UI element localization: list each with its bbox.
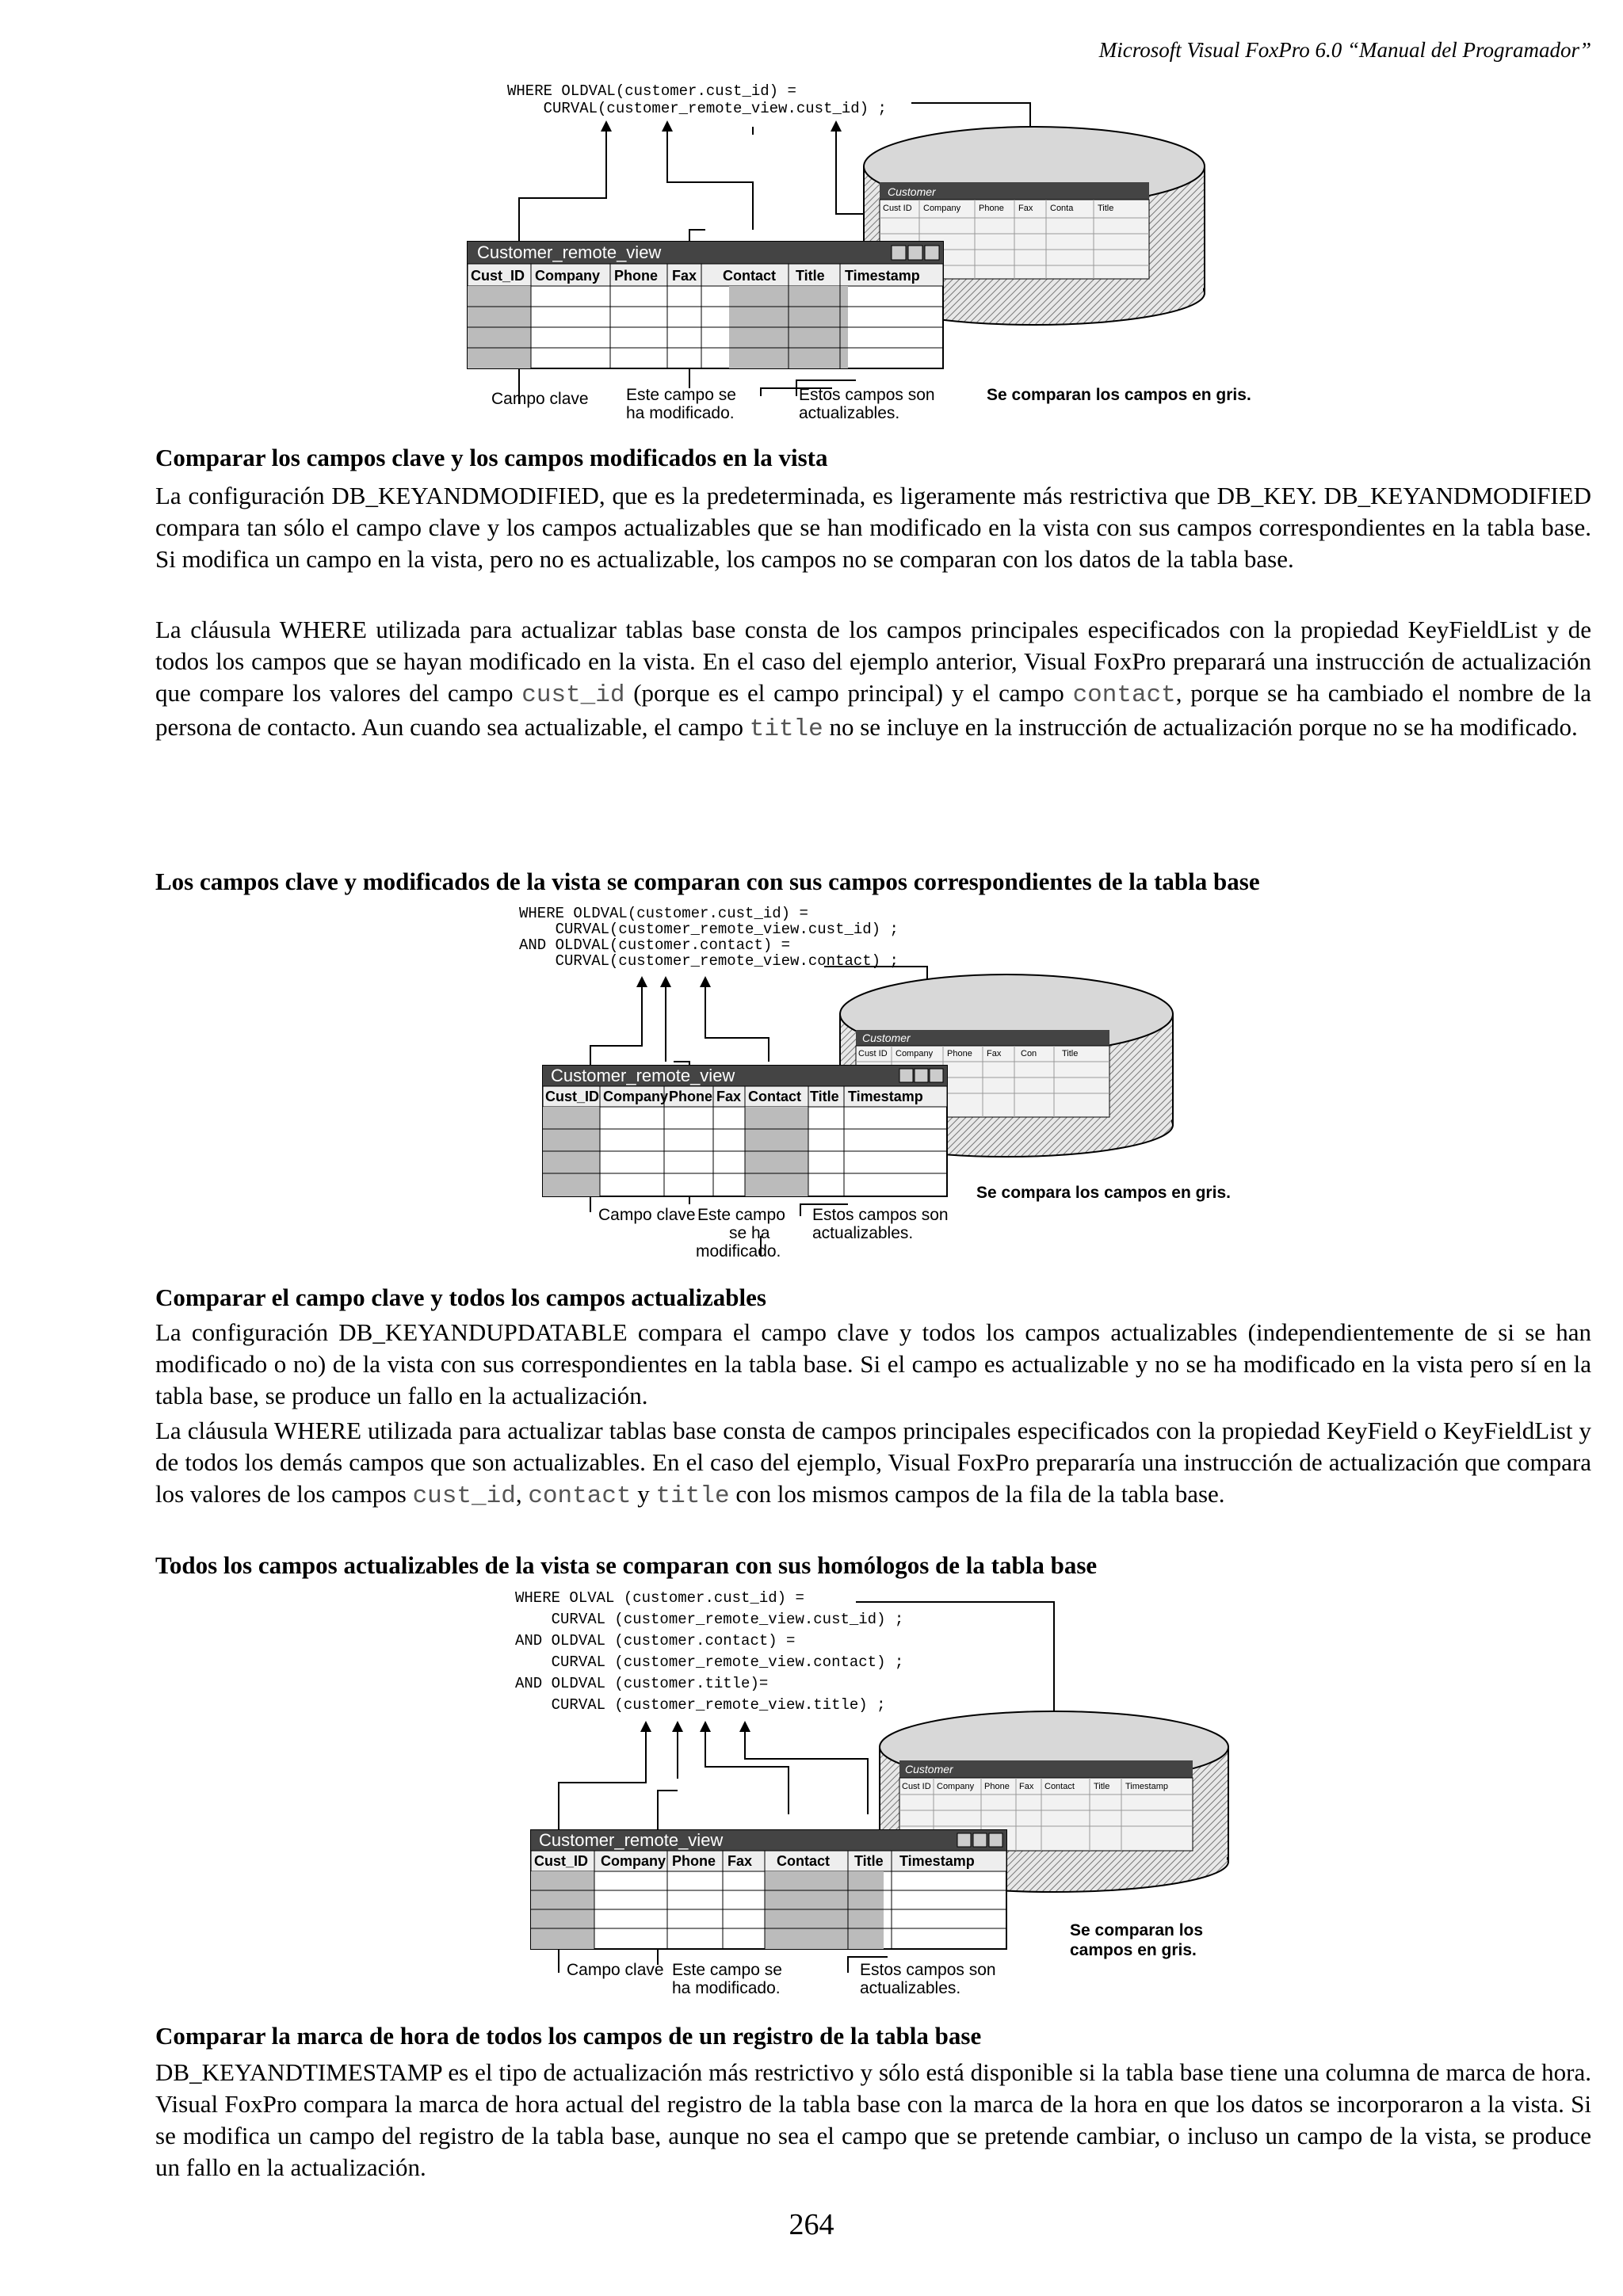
code-line-3: AND OLDVAL(customer.contact) = <box>519 936 791 954</box>
db-col-3: Phone <box>947 1049 972 1058</box>
text-run: (porque es el campo principal) y el campo <box>624 679 1073 707</box>
col-cust-id: Cust_ID <box>545 1089 600 1104</box>
code-title: title <box>749 715 823 743</box>
customer-remote-view-window <box>468 242 943 368</box>
minimize-icon <box>957 1833 971 1847</box>
code-cust-id: cust_id <box>521 681 625 709</box>
db-col-6: Title <box>1098 204 1114 213</box>
customer-remote-view-window <box>543 1066 947 1196</box>
customer-remote-view-window <box>531 1830 1006 1949</box>
col-fax: Fax <box>672 268 697 284</box>
label-updatable-2: actualizables. <box>812 1224 914 1242</box>
window-title: Customer_remote_view <box>539 1830 724 1850</box>
code-contact: contact <box>1072 681 1176 709</box>
running-header: Microsoft Visual FoxPro 6.0 “Manual del Programador” <box>1098 38 1591 62</box>
page-number: 264 <box>789 2208 834 2241</box>
label-modified-1: Este campo se <box>672 1961 782 1979</box>
label-updatable-1: Estos campos son <box>799 386 935 404</box>
section-2-heading: Comparar el campo clave y todos los campos actualizables <box>155 1283 766 1311</box>
label-updatable-2: actualizables. <box>799 404 900 420</box>
maximize-icon <box>915 1069 928 1082</box>
label-updatable-2: actualizables. <box>860 1979 961 1997</box>
text-run: , porque se ha cambiado el nombre de la persona de contacto. Aun cuando sea actualizable, el campo <box>155 679 1591 741</box>
label-updatable-1: Estos campos son <box>812 1206 949 1224</box>
text-run: La cláusula WHERE utilizada para actualizar tablas base consta de los campos principales especificados con la propiedad KeyFieldList y de todos los campos que se hayan modificado en la vista. En el caso del ejemplo anterior, Visual FoxPro preparará una instrucción de actualización que compare los valores del campo <box>155 616 1591 707</box>
close-icon <box>989 1833 1002 1847</box>
label-key-field: Campo clave <box>491 390 589 408</box>
db-col-3: Phone <box>979 204 1004 213</box>
db-col-6: Title <box>1062 1049 1079 1058</box>
note-gray-fields: Se compara los campos en gris. <box>976 1184 1231 1202</box>
label-modified-2: ha modificado. <box>626 404 735 420</box>
maximize-icon <box>908 246 922 260</box>
label-key-field: Campo clave <box>567 1961 664 1979</box>
note-gray-fields-1: Se comparan los <box>1070 1921 1204 1939</box>
maximize-icon <box>973 1833 987 1847</box>
section-2-paragraph-2 <box>155 1415 1591 1512</box>
code-line-2: CURVAL(customer_remote_view.cust_id) ; <box>519 921 899 938</box>
db-col-5: Con <box>1021 1049 1037 1058</box>
col-phone: Phone <box>614 268 659 284</box>
code-line-2: CURVAL(customer_remote_view.cust_id) ; <box>507 100 887 117</box>
label-modified-3: modificado. <box>696 1242 781 1261</box>
db-col-5: Conta <box>1050 204 1074 213</box>
label-modified-1: Este campo <box>697 1206 785 1224</box>
close-icon <box>925 246 939 260</box>
code-line-2: CURVAL (customer_remote_view.cust_id) ; <box>515 1611 904 1628</box>
code-line-1: WHERE OLDVAL(customer.cust_id) = <box>519 905 808 922</box>
db-col-6: Title <box>1094 1782 1110 1791</box>
col-company: Company <box>603 1089 669 1104</box>
col-fax: Fax <box>716 1089 742 1104</box>
db-title: Customer <box>862 1032 911 1044</box>
code-title: title <box>655 1482 730 1510</box>
col-company: Company <box>601 1853 666 1869</box>
col-timestamp: Timestamp <box>848 1089 923 1104</box>
col-contact: Contact <box>748 1089 801 1104</box>
section-2-paragraph-1: La configuración DB_KEYANDUPDATABLE compara el campo clave y todos los campos actualizables (independientemente de si se han modificado o no) de la vista con sus correspondientes en la tabla base. Si el campo es actualizable y no se ha modificado en la vista pero sí en la tabla base, se produce un fallo en la actualización. <box>155 1318 1591 1409</box>
db-col-2: Company <box>923 204 961 213</box>
col-title: Title <box>810 1089 839 1104</box>
minimize-icon <box>899 1069 913 1082</box>
col-timestamp: Timestamp <box>899 1853 975 1869</box>
code-line-6: CURVAL (customer_remote_view.title) ; <box>515 1696 886 1714</box>
code-line-3: AND OLDVAL (customer.contact) = <box>515 1632 796 1650</box>
label-modified-2: se ha <box>729 1224 770 1242</box>
db-title: Customer <box>905 1763 953 1775</box>
text-run: La cláusula WHERE utilizada para actualizar tablas base consta de campos principales especificados con la propiedad KeyField o KeyFieldList y de todos los demás campos que son actualizables. En el caso del ejemplo, Visual FoxPro prepararía una instrucción de actualización que compara los valores de los campos <box>155 1417 1591 1508</box>
col-contact: Contact <box>777 1853 830 1869</box>
col-contact: Contact <box>723 268 776 284</box>
close-icon <box>930 1069 943 1082</box>
db-col-1: Cust ID <box>902 1782 931 1791</box>
section-1-heading: Comparar los campos clave y los campos modificados en la vista <box>155 444 828 471</box>
code-cust-id: cust_id <box>412 1482 516 1510</box>
db-col-1: Cust ID <box>858 1049 888 1058</box>
minimize-icon <box>892 246 906 260</box>
col-phone: Phone <box>672 1853 716 1869</box>
db-title: Customer <box>888 185 936 198</box>
code-line-5: AND OLDVAL (customer.title)= <box>515 1675 769 1692</box>
label-modified-2: ha modificado. <box>672 1979 781 1997</box>
code-line-4: CURVAL (customer_remote_view.contact) ; <box>515 1653 904 1671</box>
code-contact: contact <box>528 1482 632 1510</box>
note-gray-fields-2: campos en gris. <box>1070 1941 1197 1959</box>
col-phone: Phone <box>669 1089 713 1104</box>
text-run: , <box>515 1480 529 1508</box>
section-1-paragraph-1: La configuración DB_KEYANDMODIFIED, que es la predeterminada, es ligeramente más restrictiva que DB_KEY. DB_KEYANDMODIFIED compara tan sólo el campo clave y los campos actualizables que se han modificado en la vista con sus campos correspondientes en la tabla base. Si modifica un campo en la vista, pero no es actualizable, los campos no se comparan con los datos de la tabla base. <box>155 482 1591 573</box>
db-col-5: Contact <box>1044 1782 1075 1791</box>
code-line-1: WHERE OLDVAL(customer.cust_id) = <box>507 82 796 100</box>
code-line-1: WHERE OLVAL (customer.cust_id) = <box>515 1589 804 1607</box>
code-line-4: CURVAL(customer_remote_view.contact) ; <box>519 952 899 970</box>
label-updatable-1: Estos campos son <box>860 1961 996 1979</box>
col-title: Title <box>854 1853 884 1869</box>
db-col-4: Fax <box>987 1049 1002 1058</box>
section-3-paragraph-1: DB_KEYANDTIMESTAMP es el tipo de actualización más restrictivo y sólo está disponible si la tabla base tiene una columna de marca de hora. Visual FoxPro compara la marca de hora actual del registro de la tabla base con la marca de la hora en que los datos se incorporaron a la vista. Si se modifica un campo del registro de la tabla base, aunque no sea el campo que se pretende cambiar, o incluso un campo de la vista, se produce un fallo en la actualización. <box>155 2058 1591 2181</box>
db-col-2: Company <box>937 1782 975 1791</box>
label-modified-1: Este campo se <box>626 386 736 404</box>
col-cust-id: Cust_ID <box>534 1853 589 1869</box>
text-run: con los mismos campos de la fila de la tabla base. <box>729 1480 1225 1508</box>
col-title: Title <box>796 268 825 284</box>
figure-2-diagram <box>507 903 1252 1276</box>
db-col-7: Timestamp <box>1125 1782 1168 1791</box>
col-company: Company <box>535 268 601 284</box>
db-col-3: Phone <box>984 1782 1010 1791</box>
figure-3-diagram <box>515 1585 1276 2004</box>
window-title: Customer_remote_view <box>551 1066 735 1085</box>
db-col-4: Fax <box>1019 1782 1034 1791</box>
text-run: y <box>631 1480 656 1508</box>
col-cust-id: Cust_ID <box>471 268 525 284</box>
db-col-1: Cust ID <box>883 204 912 213</box>
section-1-paragraph-2 <box>155 614 1591 746</box>
figure-3-caption: Todos los campos actualizables de la vista se comparan con sus homólogos de la tabla base <box>155 1551 1098 1579</box>
db-col-2: Company <box>896 1049 934 1058</box>
section-3-heading: Comparar la marca de hora de todos los campos de un registro de la tabla base <box>155 2022 982 2050</box>
col-fax: Fax <box>727 1853 753 1869</box>
text-run: no se incluye en la instrucción de actualización porque no se ha modificado. <box>823 713 1578 741</box>
window-title: Customer_remote_view <box>477 242 662 262</box>
label-key-field: Campo clave <box>598 1206 696 1224</box>
figure-2-caption: Los campos clave y modificados de la vista se comparan con sus campos correspondientes de la tabla base <box>155 868 1260 895</box>
note-gray-fields: Se comparan los campos en gris. <box>987 386 1251 404</box>
col-timestamp: Timestamp <box>845 268 920 284</box>
db-col-4: Fax <box>1018 204 1033 213</box>
figure-1-diagram <box>460 79 1300 420</box>
